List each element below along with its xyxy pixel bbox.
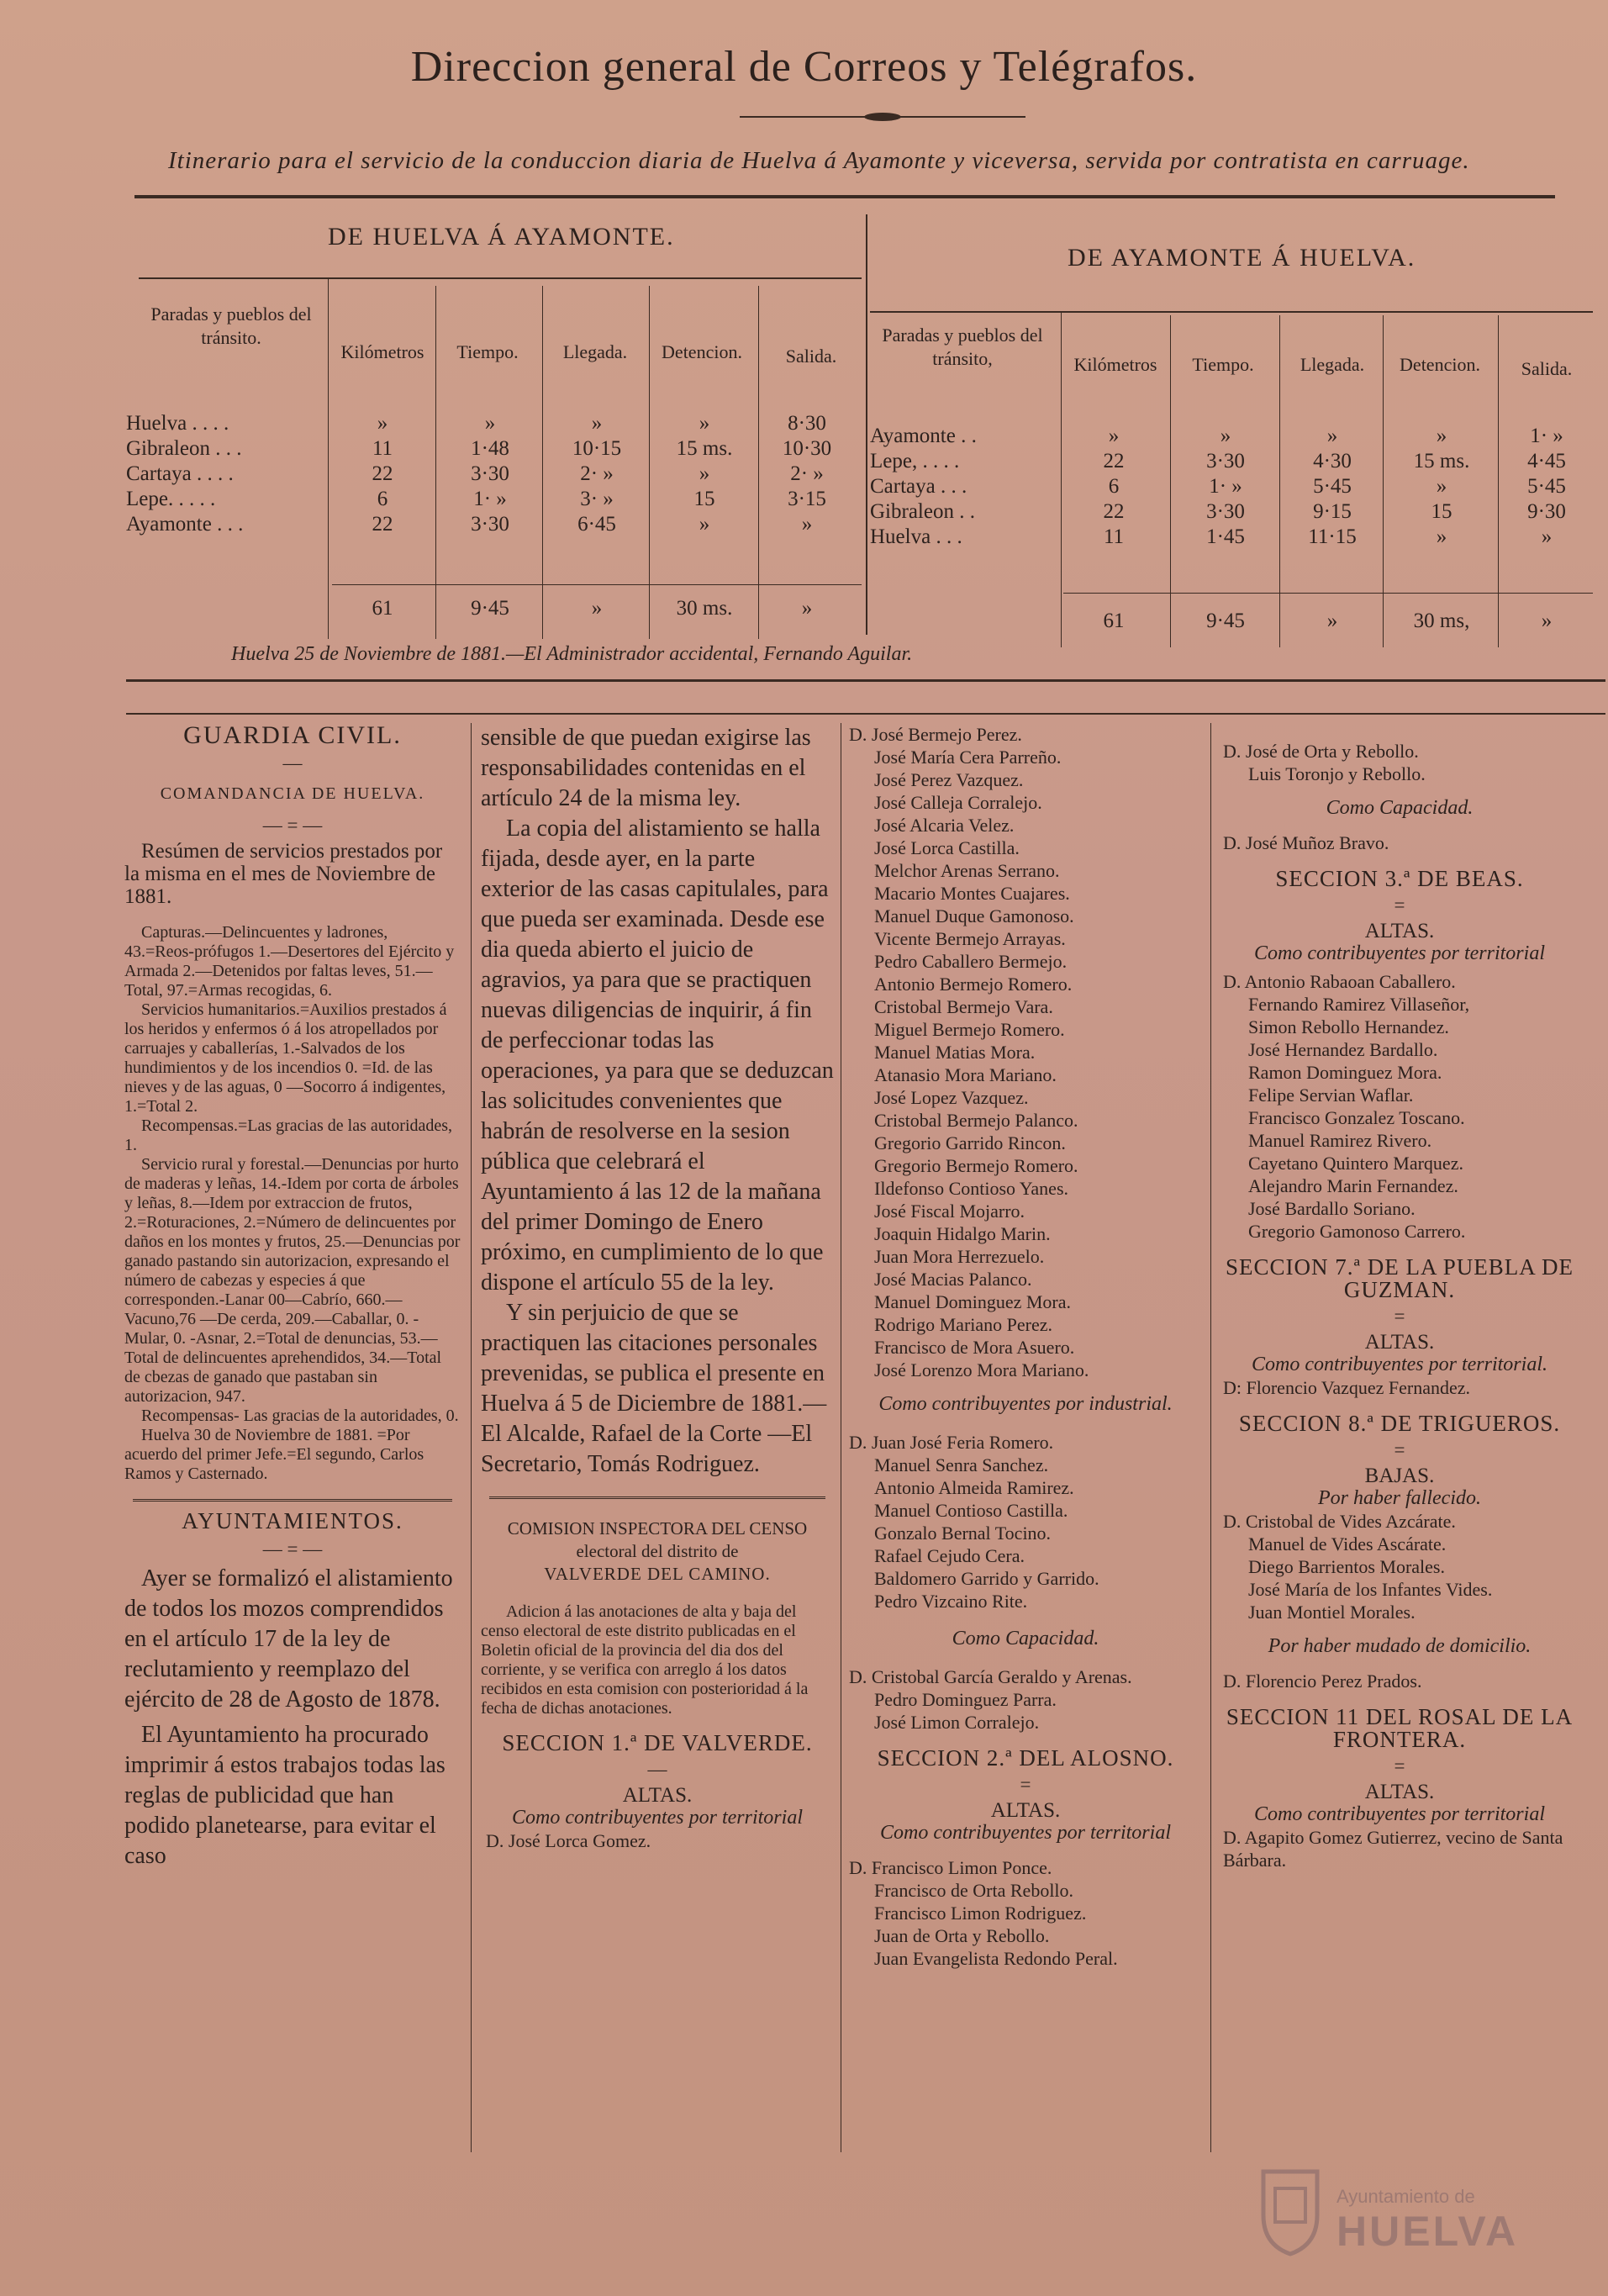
seccion-1-heading: SECCION 1.ª DE VALVERDE.	[502, 1730, 813, 1755]
stop-name: Ayamonte . . .	[126, 513, 244, 536]
name-entry: D. Francisco Limon Ponce.	[849, 1857, 1052, 1878]
name-entry: D. Florencio Perez Prados.	[1223, 1671, 1422, 1692]
name-entry: Francisco Limon Rodriguez.	[874, 1903, 1087, 1924]
capacidad-names-list	[1223, 831, 1576, 854]
altas-label: ALTAS.	[1364, 1781, 1435, 1803]
resumen-intro: Resúmen de servicios prestados por la misma en el mes de Noviembre de 1881.	[124, 840, 443, 908]
name-entry: Antonio Almeida Ramirez.	[874, 1477, 1074, 1498]
ayuntamientos-heading: AYUNTAMIENTOS.	[182, 1508, 403, 1533]
comision-heading: COMISION INSPECTORA DEL CENSO	[507, 1518, 808, 1539]
stamp-line-2: HUELVA	[1336, 2208, 1519, 2255]
name-entry: Manuel Matias Mora.	[874, 1042, 1036, 1063]
name-entry: Cayetano Quintero Marquez.	[1248, 1153, 1463, 1174]
stop-name: Lepe, . . . .	[870, 450, 960, 472]
table-cell: 9·15	[1313, 500, 1352, 523]
puebla-names-list	[1223, 1376, 1576, 1399]
table-cell: »	[1220, 425, 1231, 447]
name-entry: Gregorio Garrido Rincon.	[874, 1132, 1066, 1153]
table-cell: »	[484, 412, 496, 435]
column-divider	[471, 723, 472, 2152]
recompensas2-paragraph: Recompensas- Las gracias de la autoridades, 0.	[141, 1407, 459, 1425]
rosal-names-list	[1223, 1826, 1576, 1871]
left-col-line	[649, 286, 650, 639]
name-entry: Baldomero Garrido y Garrido.	[874, 1568, 1099, 1589]
table-cell: »	[1108, 425, 1120, 447]
name-entry: Alejandro Marin Fernandez.	[1248, 1175, 1458, 1196]
name-entry: José Lorca Castilla.	[874, 837, 1020, 858]
name-entry: Joaquin Hidalgo Marin.	[874, 1223, 1051, 1244]
name-entry: Francisco Gonzalez Toscano.	[1248, 1107, 1465, 1128]
table-cell: »	[699, 412, 710, 435]
table-cell: »	[1436, 475, 1447, 498]
trigueros-names-list	[1223, 1510, 1576, 1623]
mudado-names-list	[1223, 1670, 1576, 1692]
total-cell: 61	[1103, 610, 1125, 632]
fallecido-label: Por haber fallecido.	[1318, 1487, 1481, 1509]
table-cell: 6	[377, 488, 388, 510]
name-entry: Gonzalo Bernal Tocino.	[874, 1523, 1052, 1544]
como-territorial-label: Como contribuyentes por territorial	[880, 1822, 1171, 1844]
beas-names-list	[1223, 970, 1576, 1243]
right-col-paradas: Paradas y pueblos del tránsito,	[882, 325, 1043, 369]
name-entry: José Lorenzo Mora Mariano.	[874, 1359, 1089, 1380]
left-col-paradas: Paradas y pueblos del tránsito.	[150, 303, 312, 348]
name-entry: Rafael Cejudo Cera.	[874, 1545, 1025, 1566]
copia-paragraph: La copia del alistamiento se halla fijada, desde ayer, en la parte exterior de las casas capitulales, para que pueda ser examinada. Desde ese dia queda abierto el juicio de agravios, ya para que se practiquen nuevas diligencias de inquirir, á fin de perfeccionar todas las operaciones, ya para que se deduzcan las solicitudes convenientes que habrán de resolverse en la sesion pública que celebrará el Ayuntamiento á las 12 de la mañana del primer Domingo de Enero próximo, en cumplimiento de lo que dispone el artículo 55 de la ley.	[481, 815, 834, 1296]
right-col-salida: Salida.	[1521, 358, 1573, 379]
left-col-km: Kilómetros	[340, 341, 424, 362]
right-col-line	[1170, 315, 1171, 647]
deco-rule: =	[1394, 1755, 1405, 1776]
name-entry: Miguel Bermejo Romero.	[874, 1019, 1065, 1040]
altas-label: ALTAS.	[990, 1799, 1061, 1822]
table-bottom-rule	[126, 679, 1605, 682]
right-col-line	[1383, 315, 1384, 647]
como-capacidad-label: Como Capacidad.	[952, 1628, 1099, 1649]
name-entry: José Bardallo Soriano.	[1248, 1198, 1416, 1219]
table-cell: 1· »	[1209, 475, 1242, 498]
altas-label: ALTAS.	[1364, 920, 1435, 942]
alistamiento-paragraph: Ayer se formalizó el alistamiento de todos los mozos comprendidos en el artículo 17 de la ley de reclutamiento y reemplazo del ejército de 28 de Agosto de 1878.	[124, 1565, 453, 1713]
table-cell: 3·30	[1206, 500, 1245, 523]
table-cell: »	[801, 513, 813, 536]
total-cell: »	[801, 597, 813, 620]
altas-label: ALTAS.	[622, 1784, 693, 1807]
table-cell: 4·45	[1527, 450, 1566, 472]
seccion-11-heading: SECCION 11 DEL ROSAL DE LA FRONTERA.	[1226, 1704, 1574, 1752]
table-cell: 6	[1108, 475, 1120, 498]
stop-name: Cartaya . . . .	[126, 462, 234, 485]
name-entry: Manuel de Vides Ascárate.	[1248, 1533, 1447, 1554]
comandancia-heading: COMANDANCIA DE HUELVA.	[160, 784, 425, 803]
name-entry: Manuel Dominguez Mora.	[874, 1291, 1071, 1312]
left-col-llegada: Llegada.	[562, 341, 628, 362]
total-cell: 61	[372, 597, 393, 620]
name-entry: Ramon Dominguez Mora.	[1248, 1062, 1442, 1083]
table-cell: 15 ms.	[1413, 450, 1470, 472]
deco-rule: — = —	[262, 1539, 323, 1560]
name-entry: D. José Lorca Gomez.	[486, 1830, 651, 1851]
right-col-detencion: Detencion.	[1400, 354, 1480, 375]
name-entry: D. Agapito Gomez Gutierrez, vecino de Santa Bárbara.	[1223, 1827, 1563, 1871]
table-cell: 9·30	[1527, 500, 1566, 523]
table-divider	[866, 214, 867, 635]
name-entry: D. José de Orta y Rebollo.	[1223, 741, 1419, 762]
como-territorial-label: Como contribuyentes por territorial.	[1252, 1354, 1547, 1375]
separator	[133, 1499, 452, 1502]
coat-of-arms-icon	[1257, 2165, 1324, 2257]
seccion-3-heading: SECCION 3.ª DE BEAS.	[1275, 866, 1524, 891]
left-header-rule	[139, 277, 862, 279]
itinerary-footer: Huelva 25 de Noviembre de 1881.—El Administrador accidental, Fernando Aguilar.	[231, 643, 913, 665]
name-entry: Felipe Servian Waflar.	[1248, 1085, 1414, 1106]
table-cell: »	[1326, 425, 1338, 447]
table-cell: »	[591, 412, 603, 435]
column-censo-valverde	[849, 723, 1202, 1970]
table-cell: 6·45	[577, 513, 616, 536]
como-territorial-label: Como contribuyentes por territorial	[1254, 1803, 1545, 1825]
name-entry: D. Cristobal García Geraldo y Arenas.	[849, 1666, 1132, 1687]
table-cell: 1·45	[1206, 525, 1245, 548]
comision-subheading: electoral del distrito de	[576, 1541, 739, 1561]
stop-name: Ayamonte . .	[870, 425, 977, 447]
column-guardia-civil	[124, 719, 461, 1871]
deco-rule: —	[282, 752, 303, 773]
name-entry: Diego Barrientos Morales.	[1248, 1556, 1445, 1577]
name-entry: Juan Mora Herrezuelo.	[874, 1246, 1045, 1267]
deco-rule: —	[647, 1759, 667, 1780]
left-table-heading: DE HUELVA Á AYAMONTE.	[328, 223, 675, 251]
table-cell: 22	[372, 513, 393, 536]
name-entry: Francisco de Orta Rebollo.	[874, 1880, 1074, 1901]
seccion-7-heading: SECCION 7.ª DE LA PUEBLA DE GUZMAN.	[1226, 1254, 1574, 1302]
name-entry: Manuel Senra Sanchez.	[874, 1454, 1049, 1475]
name-entry: Manuel Contioso Castilla.	[874, 1500, 1068, 1521]
right-table-heading: DE AYAMONTE Á HUELVA.	[1068, 244, 1416, 272]
name-entry: Juan Evangelista Redondo Peral.	[874, 1948, 1118, 1969]
orta-names-list	[1223, 740, 1576, 785]
name-entry: D. Antonio Rabaoan Caballero.	[1223, 971, 1456, 992]
left-col-salida: Salida.	[785, 346, 837, 367]
stop-name: Cartaya . . .	[870, 475, 967, 498]
name-entry: Cristobal Bermejo Palanco.	[874, 1110, 1078, 1131]
name-entry: Melchor Arenas Serrano.	[874, 860, 1060, 881]
name-entry: D: Florencio Vazquez Fernandez.	[1223, 1377, 1471, 1398]
left-col-tiempo: Tiempo.	[456, 341, 519, 362]
name-entry: Vicente Bermejo Arrayas.	[874, 928, 1066, 949]
name-entry: José Macias Palanco.	[874, 1269, 1032, 1290]
name-entry: Antonio Bermejo Romero.	[874, 974, 1073, 995]
stamp-line-1: Ayuntamiento de	[1336, 2186, 1475, 2207]
table-cell: 10·30	[782, 437, 832, 460]
right-col-llegada: Llegada.	[1300, 354, 1365, 375]
table-cell: »	[699, 462, 710, 485]
guardia-civil-heading: GUARDIA CIVIL.	[183, 721, 402, 749]
name-entry: José María de los Infantes Vides.	[1248, 1579, 1493, 1600]
bajas-label: BAJAS.	[1364, 1465, 1435, 1487]
column-alistamiento	[481, 723, 834, 1852]
separator	[489, 1496, 825, 1499]
name-entry: José Perez Vazquez.	[874, 769, 1024, 790]
table-cell: »	[1436, 425, 1447, 447]
right-totals-rule	[1063, 593, 1593, 594]
total-cell: 9·45	[471, 597, 509, 620]
table-cell: »	[1436, 525, 1447, 548]
name-entry: Pedro Dominguez Parra.	[874, 1689, 1057, 1710]
name-entry: José Calleja Corralejo.	[874, 792, 1042, 813]
name-entry: Manuel Ramirez Rivero.	[1248, 1130, 1432, 1151]
name-entry: José Hernandez Bardallo.	[1248, 1039, 1438, 1060]
servicios-paragraph: Servicios humanitarios.=Auxilios prestados á los heridos y enfermos ó á los atropellados por carruajes y caballerías, 1.-Salvados de los hundimientos y de los incendios 0. =Id. de las nieves y de las aguas, 0 —Socorro á indigentes, 1.=Total 2.	[124, 1000, 447, 1116]
section-rule	[126, 713, 1605, 715]
total-cell: »	[1326, 610, 1338, 632]
altas-label: ALTAS.	[1364, 1331, 1435, 1354]
table-cell: 3·30	[471, 513, 509, 536]
name-entry: Gregorio Bermejo Romero.	[874, 1155, 1078, 1176]
left-totals-rule	[332, 584, 862, 585]
name-entry: José María Cera Parreño.	[874, 747, 1062, 768]
name-entry: Francisco de Mora Asuero.	[874, 1337, 1075, 1358]
stop-name: Gibraleon . . .	[126, 437, 242, 460]
name-entry: Cristobal Bermejo Vara.	[874, 996, 1053, 1017]
name-entry: Fernando Ramirez Villaseñor,	[1248, 994, 1470, 1015]
name-entry: Juan Montiel Morales.	[1248, 1602, 1416, 1623]
como-industrial-label: Como contribuyentes por industrial.	[878, 1393, 1173, 1415]
column-divider	[1210, 723, 1211, 2152]
total-cell: 30 ms,	[1413, 610, 1470, 632]
como-contribuyentes-label: Como contribuyentes por territorial	[512, 1807, 803, 1829]
table-cell: 2· »	[580, 462, 614, 485]
total-cell: »	[591, 597, 603, 620]
stop-name: Gibraleon . .	[870, 500, 975, 523]
name-entry: Macario Montes Cuajares.	[874, 883, 1070, 904]
deco-rule: =	[1020, 1774, 1031, 1795]
stop-name: Huelva . . .	[870, 525, 962, 548]
name-entry: Pedro Vizcaino Rite.	[874, 1591, 1028, 1612]
total-cell: 9·45	[1206, 610, 1245, 632]
stop-name: Lepe. . . . .	[126, 488, 216, 510]
valverde-names	[481, 1829, 834, 1852]
right-col-line	[1061, 311, 1062, 647]
name-entry: José Fiscal Mojarro.	[874, 1201, 1025, 1222]
left-col-line	[542, 286, 543, 639]
name-entry: D. Juan José Feria Romero.	[849, 1432, 1054, 1453]
table-cell: 3·15	[788, 488, 826, 510]
valverde-heading: VALVERDE DEL CAMINO.	[544, 1564, 771, 1584]
stop-name: Huelva . . . .	[126, 412, 229, 435]
deco-rule: =	[1394, 895, 1405, 916]
adicion-paragraph: Adicion á las anotaciones de alta y baja del censo electoral de este distrito publicadas en el Boletin oficial de la provincia del dia dos del corriente, y se verifica con arreglo á los datos recibidos en esta comision con posterioridad á la fecha de dichas anotaciones.	[481, 1602, 809, 1718]
name-entry: Luis Toronjo y Rebollo.	[1248, 763, 1426, 784]
name-entry: Simon Rebollo Hernandez.	[1248, 1016, 1449, 1037]
huelva-signature: Huelva 30 de Noviembre de 1881. =Por acuerdo del primer Jefe.=El segundo, Carlos Ramos y Casternado.	[124, 1426, 424, 1483]
table-cell: 4·30	[1313, 450, 1352, 472]
column-censo-secciones	[1223, 740, 1576, 1871]
recompensas-paragraph: Recompensas.=Las gracias de las autoridades, 1.	[124, 1116, 453, 1154]
right-col-km: Kilómetros	[1073, 354, 1157, 375]
name-entry: Gregorio Gamonoso Carrero.	[1248, 1221, 1466, 1242]
valverde-names-list	[849, 723, 1202, 1381]
como-territorial-label: Como contribuyentes por territorial	[1254, 942, 1545, 964]
title-ornament	[740, 111, 1025, 123]
table-cell: 11·15	[1308, 525, 1357, 548]
sensible-paragraph: sensible de que puedan exigirse las responsabilidades contenidas en el artículo 24 de la misma ley.	[481, 725, 811, 811]
ayuntamiento-stamp	[1257, 2165, 1542, 2266]
table-cell: »	[699, 513, 710, 536]
resumen-body	[124, 923, 461, 1484]
table-top-rule	[134, 195, 1555, 198]
name-entry: Ildefonso Contioso Yanes.	[874, 1178, 1069, 1199]
table-cell: 8·30	[788, 412, 826, 435]
right-col-tiempo: Tiempo.	[1192, 354, 1254, 375]
total-cell: 30 ms.	[676, 597, 733, 620]
industrial-names-list	[849, 1431, 1202, 1612]
capturas-paragraph: Capturas.—Delincuentes y ladrones, 43.=Reos-prófugos 1.—Desertores del Ejército y Armada 2.—Detenidos por faltas leves, 51.—Total, 97.=Armas recogidas, 6.	[124, 923, 455, 1000]
seccion-2-heading: SECCION 2.ª DEL ALOSNO.	[877, 1745, 1174, 1771]
table-cell: 11	[1103, 525, 1125, 548]
left-col-line	[328, 277, 329, 639]
table-cell: 3·30	[471, 462, 509, 485]
right-col-line	[1279, 315, 1280, 647]
name-entry: D. José Bermejo Perez.	[849, 724, 1022, 745]
name-entry: José Lopez Vazquez.	[874, 1087, 1029, 1108]
deco-rule: — = —	[262, 815, 323, 836]
table-cell: 3· »	[580, 488, 614, 510]
table-cell: 22	[372, 462, 393, 485]
table-cell: 1·48	[471, 437, 509, 460]
table-cell: 5·45	[1527, 475, 1566, 498]
mudado-label: Por haber mudado de domicilio.	[1268, 1635, 1532, 1657]
name-entry: Manuel Duque Gamonoso.	[874, 905, 1074, 926]
table-cell: 1· »	[1530, 425, 1563, 447]
ayuntamiento-paragraph: El Ayuntamiento ha procurado imprimir á estos trabajos todas las reglas de publicidad que han podido planetearse, para evitar el caso	[124, 1722, 445, 1869]
total-cell: »	[1541, 610, 1553, 632]
name-entry: Rodrigo Mariano Perez.	[874, 1314, 1052, 1335]
table-cell: 15	[693, 488, 715, 510]
name-entry: José Alcaria Velez.	[874, 815, 1015, 836]
left-col-line	[435, 286, 436, 639]
itinerary-subtitle: Itinerario para el servicio de la conduccion diaria de Huelva á Ayamonte y viceversa, servida por contratista en carruage.	[168, 147, 1470, 174]
name-entry: D. José Muñoz Bravo.	[1223, 832, 1389, 853]
deco-rule: =	[1394, 1439, 1405, 1460]
name-entry: Juan de Orta y Rebollo.	[874, 1925, 1050, 1946]
table-cell: 15 ms.	[676, 437, 733, 460]
table-cell: 22	[1103, 500, 1125, 523]
table-cell: 2· »	[790, 462, 824, 485]
name-entry: José Limon Corralejo.	[874, 1712, 1040, 1733]
deco-rule: =	[1394, 1306, 1405, 1327]
page-title: Direccion general de Correos y Telégrafos.	[410, 43, 1198, 91]
left-col-detencion: Detencion.	[662, 341, 742, 362]
table-cell: 3·30	[1206, 450, 1245, 472]
name-entry: D. Cristobal de Vides Azcárate.	[1223, 1511, 1456, 1532]
table-cell: 5·45	[1313, 475, 1352, 498]
right-header-rule	[870, 311, 1593, 313]
perjuicio-paragraph: Y sin perjuicio de que se practiquen las citaciones personales prevenidas, se publica el presente en Huelva á 5 de Diciembre de 1881.—El Alcalde, Rafael de la Corte —El Secretario, Tomás Rodriguez.	[481, 1300, 827, 1477]
como-capacidad-label: Como Capacidad.	[1326, 797, 1474, 819]
seccion-8-heading: SECCION 8.ª DE TRIGUEROS.	[1238, 1411, 1561, 1436]
table-cell: 22	[1103, 450, 1125, 472]
servicio-rural-paragraph: Servicio rural y forestal.—Denuncias por hurto de maderas y leñas, 14.-Idem por corta de árboles y leñas, 8.—Idem por extraccion de frutos, 2.=Roturaciones, 2.=Número de delincuentes por daños en los montes y frutos, 25.—Denuncias por ganado pastando sin autorizacion, expresando el número de cabezas y especies á que corresponden.-Lanar 00—Cabrío, 660.—Vacuno,76 —De cerda, 209.—Caballar, 0. -Mular, 0. -Asnar, 2.=Total de denuncias, 53.—Total de delincuentes aprehendidos, 34.—Total de cbezas de ganado que pastaban sin autorizacion, 947.	[124, 1155, 461, 1406]
table-cell: 11	[372, 437, 393, 460]
table-cell: 10·15	[572, 437, 622, 460]
table-cell: 15	[1431, 500, 1452, 523]
table-cell: »	[377, 412, 388, 435]
table-cell: »	[1541, 525, 1553, 548]
name-entry: Atanasio Mora Mariano.	[874, 1064, 1057, 1085]
table-cell: 1· »	[473, 488, 507, 510]
capacidad-names-list	[849, 1665, 1202, 1734]
name-entry: Pedro Caballero Bermejo.	[874, 951, 1068, 972]
alosno-names-list	[849, 1856, 1202, 1970]
